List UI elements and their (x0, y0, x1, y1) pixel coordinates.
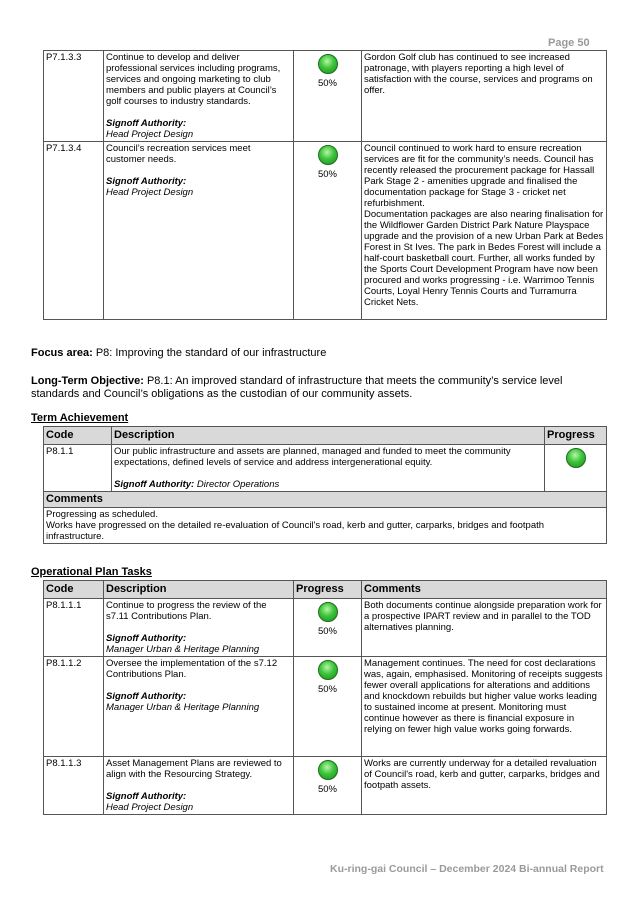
table-row (44, 599, 607, 657)
table-row (44, 445, 607, 492)
comments-line: Progressing as scheduled. (46, 509, 158, 520)
signoff-name: Manager Urban & Heritage Planning (106, 702, 260, 713)
progress-cell (545, 445, 607, 492)
signoff-label: Signoff Authority: (106, 118, 187, 129)
column-header-description: Description (112, 427, 545, 445)
progress-percent: 50% (317, 78, 337, 89)
page-number: Page 50 (548, 37, 590, 49)
task-code: P7.1.3.4 (44, 142, 104, 320)
operational-plan-title: Operational Plan Tasks (31, 566, 152, 578)
comments-header-row (44, 492, 607, 508)
task-description (104, 599, 294, 657)
task-comments: Gordon Golf club has continued to see increased patronage, with players reporting a high level of satisfaction with the course, services and programs on offer. (362, 51, 607, 142)
lto-code: P8.1: (146, 375, 173, 387)
signoff-label: Signoff Authority: (106, 633, 187, 644)
column-header-code: Code (44, 581, 104, 599)
achievement-code: P8.1.1 (44, 445, 112, 492)
green-status-icon (318, 602, 338, 622)
table-row (44, 657, 607, 757)
signoff-name: Head Project Design (106, 129, 194, 140)
task-description (104, 757, 294, 815)
focus-area-value: P8: Improving the standard of our infrastructure (95, 347, 327, 359)
achievement-comments (44, 508, 607, 544)
task-description (104, 51, 294, 142)
task-description (104, 657, 294, 757)
progress-percent: 50% (317, 626, 337, 637)
progress-cell (294, 599, 362, 657)
progress-cell (294, 142, 362, 320)
term-achievement-table (43, 426, 607, 544)
term-achievement-title: Term Achievement (31, 412, 129, 424)
green-status-icon (318, 145, 338, 165)
task-comments: Works are currently underway for a detailed revaluation of Council's road, kerb and gutter, carparks, bridges and footpath assets. (362, 757, 607, 815)
task-code: P8.1.1.3 (44, 757, 104, 815)
column-header-description: Description (104, 581, 294, 599)
signoff-label: Signoff Authority: (106, 791, 187, 802)
lto-label: Long-Term Objective: (31, 375, 144, 387)
table-header-row (44, 427, 607, 445)
comments-text: Council continued to work hard to ensure recreation services are fit for the community’s needs. Council has recently released the procurement package for Hassall Park Stage 2 - amenities upgrade and finalised the documentation package for Stage 3 - cricket net refurbishment. (364, 143, 595, 209)
green-status-icon (318, 660, 338, 680)
operational-plan-table (43, 580, 607, 815)
table-row (44, 142, 607, 320)
long-term-objective (31, 375, 591, 401)
description-text: Continue to develop and deliver professional services including programs, services and ongoing marketing to club members and public players at Council’s golf courses to industry standards. (106, 52, 281, 107)
focus-area-label: Focus area: (31, 347, 93, 359)
top-task-table (43, 50, 607, 320)
green-status-icon (318, 54, 338, 74)
signoff-label: Signoff Authority: (114, 479, 195, 490)
task-comments: Management continues. The need for cost declarations was, again, emphasised. Monitoring of receipts suggests fewer overall applications for alterations and additions and knockdown rebuilds but higher value works leading to sustained income at present. Monitoring must continue however as there is financial exposure in relying on fewer high value works going forwards. (362, 657, 607, 757)
description-text: Council’s recreation services meet customer needs. (106, 143, 251, 165)
signoff-label: Signoff Authority: (106, 176, 187, 187)
progress-percent: 50% (317, 784, 337, 795)
comments-row (44, 508, 607, 544)
green-status-icon (566, 448, 586, 468)
description-text: Continue to progress the review of the s7.11 Contributions Plan. (106, 600, 267, 622)
signoff-name: Director Operations (196, 479, 280, 490)
progress-cell (294, 757, 362, 815)
description-text: Our public infrastructure and assets are planned, managed and funded to meet the community expectations, defined levels of service and address intergenerational equity. (114, 446, 511, 468)
comments-text-continued: Documentation packages are also nearing finalisation for the Wildflower Garden District Park Nature Playspace upgrade and the provision of a new Urban Park at Bedes Forest in St Ives. The park in Bedes Forest will include a half-court basketball court. Further, all works funded by the Sports Court Development Program have now been procured and works progressing - i.e. Warrimoo Tennis Courts, Loyal Henry Tennis Courts and Turramurra Cricket Nets. (364, 209, 604, 308)
signoff-label: Signoff Authority: (106, 691, 187, 702)
comments-header: Comments (44, 492, 607, 508)
signoff-name: Head Project Design (106, 187, 194, 198)
task-code: P8.1.1.2 (44, 657, 104, 757)
task-code: P8.1.1.1 (44, 599, 104, 657)
task-code: P7.1.3.3 (44, 51, 104, 142)
lto-value: An improved standard of infrastructure that meets the community’s service level standards and Council’s obligations as the custodian of our community assets. (31, 375, 563, 400)
column-header-comments: Comments (362, 581, 607, 599)
page-footer: Ku-ring-gai Council – December 2024 Bi-annual Report (330, 863, 604, 875)
green-status-icon (318, 760, 338, 780)
column-header-code: Code (44, 427, 112, 445)
column-header-progress: Progress (294, 581, 362, 599)
table-header-row (44, 581, 607, 599)
table-row (44, 51, 607, 142)
task-comments (362, 142, 607, 320)
table-row (44, 757, 607, 815)
task-description (104, 142, 294, 320)
progress-percent: 50% (317, 169, 337, 180)
task-comments: Both documents continue alongside preparation work for a prospective IPART review and in parallel to the TOD alternatives planning. (362, 599, 607, 657)
description-text: Asset Management Plans are reviewed to align with the Resourcing Strategy. (106, 758, 282, 780)
progress-percent: 50% (317, 684, 337, 695)
comments-line: Works have progressed on the detailed re-evaluation of Council's road, kerb and gutter, carparks, bridges and footpath infrastructure. (46, 520, 545, 542)
signoff-name: Head Project Design (106, 802, 194, 813)
progress-cell (294, 51, 362, 142)
achievement-description (112, 445, 545, 492)
description-text: Oversee the implementation of the s7.12 Contributions Plan. (106, 658, 278, 680)
focus-area (31, 347, 326, 360)
column-header-progress: Progress (545, 427, 607, 445)
progress-cell (294, 657, 362, 757)
signoff-name: Manager Urban & Heritage Planning (106, 644, 260, 655)
